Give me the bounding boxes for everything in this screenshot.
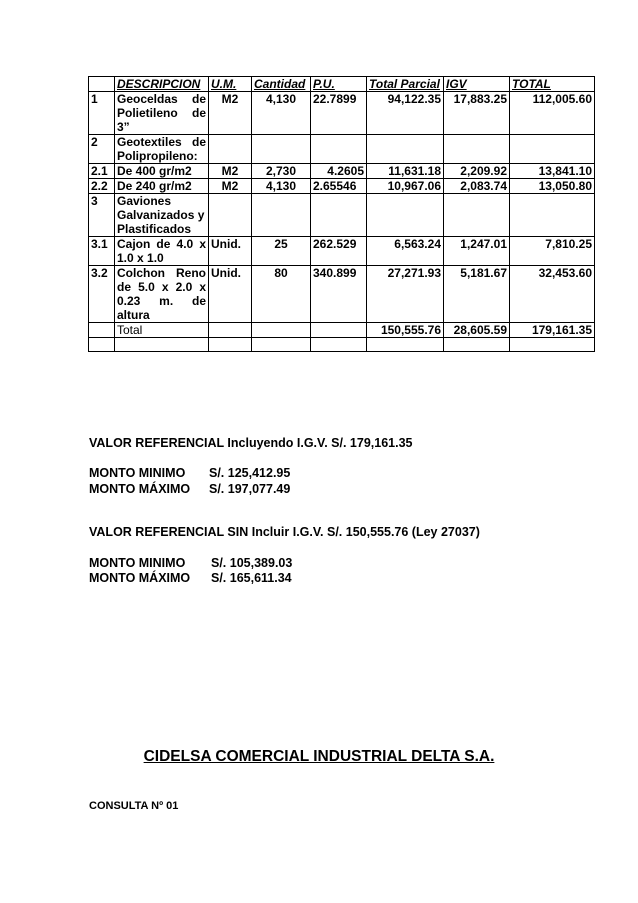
row-igv: 17,883.25 (444, 92, 510, 135)
row-total: 32,453.60 (510, 266, 595, 323)
row-num: 2.2 (89, 179, 115, 194)
row-parcial: 27,271.93 (367, 266, 444, 323)
row-cant: 4,130 (252, 179, 311, 194)
table-row (89, 179, 595, 194)
row-total: 13,841.10 (510, 164, 595, 179)
row-desc: Geoceldas de Polietileno de 3” (115, 92, 209, 135)
row-um (209, 194, 252, 237)
row-total (510, 135, 595, 164)
row-cant (252, 135, 311, 164)
row-total: 13,050.80 (510, 179, 595, 194)
row-parcial: 94,122.35 (367, 92, 444, 135)
monto-minimo-2 (89, 556, 292, 570)
row-num: 3 (89, 194, 115, 237)
table-row (89, 194, 595, 237)
row-igv (444, 194, 510, 237)
monto-maximo-2 (89, 571, 292, 585)
table-row (89, 266, 595, 323)
monto-maximo-1 (89, 482, 290, 496)
monto-maximo-label: MONTO MÁXIMO (89, 482, 191, 496)
row-pu: 4.2605 (311, 164, 367, 179)
row-pu: 2.65546 (311, 179, 367, 194)
row-desc: Gaviones Galvanizados y Plastificados (115, 194, 209, 237)
row-um (209, 135, 252, 164)
table-blank-row (89, 338, 595, 352)
row-um: Unid. (209, 266, 252, 323)
row-pu: 22.7899 (311, 92, 367, 135)
row-um: M2 (209, 164, 252, 179)
row-desc: Geotextiles de Polipropileno: (115, 135, 209, 164)
table-row (89, 237, 595, 266)
header-descripcion: DESCRIPCION (115, 77, 209, 92)
monto-minimo-value: S/. 125,412.95 (209, 466, 291, 480)
row-igv (444, 135, 510, 164)
header-pu: P.U. (311, 77, 367, 92)
header-total: TOTAL (510, 77, 595, 92)
row-cant: 4,130 (252, 92, 311, 135)
row-igv: 2,083.74 (444, 179, 510, 194)
table-row (89, 92, 595, 135)
row-pu (311, 194, 367, 237)
total-parcial: 150,555.76 (367, 323, 444, 338)
row-num: 2.1 (89, 164, 115, 179)
row-pu: 340.899 (311, 266, 367, 323)
row-igv: 1,247.01 (444, 237, 510, 266)
consulta-number: CONSULTA Nº 01 (89, 800, 179, 812)
header-um: U.M. (209, 77, 252, 92)
row-num: 2 (89, 135, 115, 164)
row-parcial (367, 194, 444, 237)
monto-minimo-label: MONTO MINIMO (89, 466, 186, 480)
table-total-row (89, 323, 595, 338)
row-um: Unid. (209, 237, 252, 266)
row-desc: De 400 gr/m2 (115, 164, 209, 179)
table-row (89, 135, 595, 164)
row-total: 112,005.60 (510, 92, 595, 135)
total-num-cell (89, 323, 115, 338)
row-cant (252, 194, 311, 237)
header-total-parcial: Total Parcial (367, 77, 444, 92)
total-cant-cell (252, 323, 311, 338)
row-pu (311, 135, 367, 164)
monto-maximo-value: S/. 165,611.34 (211, 571, 292, 585)
row-parcial: 6,563.24 (367, 237, 444, 266)
row-um: M2 (209, 179, 252, 194)
header-num (89, 77, 115, 92)
header-igv: IGV (444, 77, 510, 92)
row-desc: Colchon Reno de 5.0 x 2.0 x 0.23 m. de altura (115, 266, 209, 323)
row-um: M2 (209, 92, 252, 135)
row-parcial (367, 135, 444, 164)
row-num: 3.1 (89, 237, 115, 266)
row-cant: 80 (252, 266, 311, 323)
monto-maximo-label: MONTO MÁXIMO (89, 571, 191, 585)
items-table (88, 76, 595, 352)
row-num: 3.2 (89, 266, 115, 323)
monto-minimo-value: S/. 105,389.03 (211, 556, 293, 570)
total-total: 179,161.35 (510, 323, 595, 338)
row-total (510, 194, 595, 237)
valor-referencial-con-igv: VALOR REFERENCIAL Incluyendo I.G.V. S/. 179,161.35 (89, 436, 413, 450)
valor-referencial-sin-igv: VALOR REFERENCIAL SIN Incluir I.G.V. S/. 150,555.76 (Ley 27037) (89, 525, 480, 539)
row-num: 1 (89, 92, 115, 135)
row-desc: De 240 gr/m2 (115, 179, 209, 194)
row-cant: 25 (252, 237, 311, 266)
row-parcial: 10,967.06 (367, 179, 444, 194)
row-cant: 2,730 (252, 164, 311, 179)
monto-maximo-value: S/. 197,077.49 (209, 482, 291, 496)
monto-minimo-1 (89, 466, 290, 480)
row-desc: Cajon de 4.0 x 1.0 x 1.0 (115, 237, 209, 266)
table-row (89, 164, 595, 179)
total-pu-cell (311, 323, 367, 338)
row-parcial: 11,631.18 (367, 164, 444, 179)
row-pu: 262.529 (311, 237, 367, 266)
total-label: Total (115, 323, 209, 338)
header-cantidad: Cantidad (252, 77, 311, 92)
company-name: CIDELSA COMERCIAL INDUSTRIAL DELTA S.A. (143, 748, 495, 765)
row-total: 7,810.25 (510, 237, 595, 266)
table-header-row (89, 77, 595, 92)
row-igv: 5,181.67 (444, 266, 510, 323)
monto-minimo-label: MONTO MINIMO (89, 556, 186, 570)
row-igv: 2,209.92 (444, 164, 510, 179)
total-um-cell (209, 323, 252, 338)
total-igv: 28,605.59 (444, 323, 510, 338)
